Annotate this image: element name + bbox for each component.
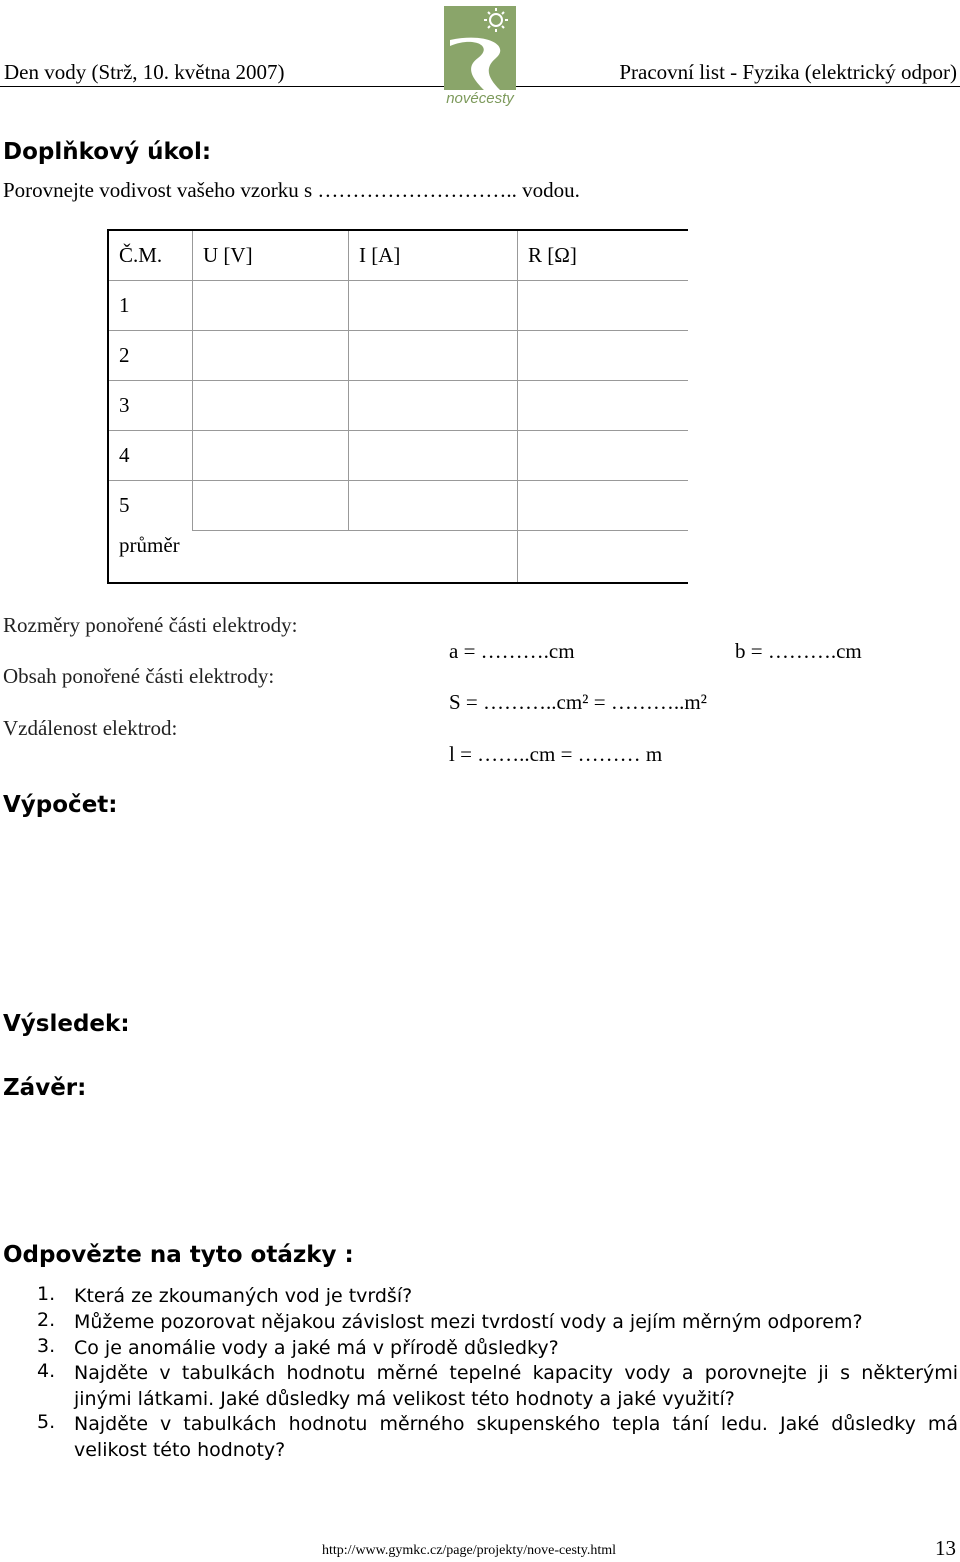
- footer-url-link[interactable]: http://www.gymkc.cz/page/projekty/nove-cesty.html: [322, 1543, 617, 1558]
- nove-cesty-logo: [444, 6, 516, 110]
- table-cell: [349, 331, 518, 381]
- table-row: [108, 331, 688, 381]
- question-text: Najděte v tabulkách hodnotu měrné tepelné kapacity vody a porovnejte ji s některými jinými látkami. Jaké důsledky má velikost této hodnoty a jaké využití?: [74, 1362, 958, 1410]
- row-number: 4: [108, 431, 193, 481]
- question-text: Která ze zkoumaných vod je tvrdší?: [74, 1285, 413, 1307]
- result-heading: Výsledek:: [3, 1011, 130, 1037]
- table-cell: [518, 481, 689, 531]
- calculation-heading: Výpočet:: [3, 792, 118, 818]
- row-number: 3: [108, 381, 193, 431]
- header-left-title: Den vody (Strž, 10. května 2007): [4, 60, 285, 84]
- measurement-table: [107, 229, 688, 584]
- page-number: 13: [935, 1536, 956, 1560]
- table-cell: [193, 281, 349, 331]
- value-a: a = ……….cm: [449, 639, 575, 663]
- table-cell: [518, 431, 689, 481]
- question-text: Můžeme pozorovat nějakou závislost mezi tvrdostí vody a jejím měrným odporem?: [74, 1311, 863, 1333]
- table-cell: [193, 381, 349, 431]
- questions-heading: Odpovězte na tyto otázky :: [3, 1242, 354, 1268]
- row-number: 1: [108, 281, 193, 331]
- question-number: 3.: [37, 1335, 56, 1357]
- row-number: 5: [108, 481, 193, 531]
- table-cell: [518, 531, 689, 584]
- table-cell: [349, 381, 518, 431]
- value-area: S = ………..cm² = ………..m²: [449, 690, 707, 714]
- extra-task-heading: Doplňkový úkol:: [3, 139, 212, 165]
- table-cell: [518, 281, 689, 331]
- question-number: 5.: [37, 1411, 56, 1433]
- table-cell: [349, 481, 518, 531]
- table-header-row: [108, 230, 688, 281]
- logo-wordmark: novécesty: [446, 90, 514, 107]
- table-row: [108, 481, 688, 531]
- question-text: Najděte v tabulkách hodnotu měrného skupenského tepla tání ledu. Jaké důsledky má velikost této hodnoty?: [74, 1413, 958, 1461]
- table-cell: [518, 331, 689, 381]
- table-cell: [193, 431, 349, 481]
- table-row: [108, 431, 688, 481]
- question-number: 1.: [37, 1283, 56, 1305]
- label-area: Obsah ponořené části elektrody:: [3, 664, 275, 688]
- question-number: 4.: [37, 1360, 56, 1382]
- table-cell: [518, 381, 689, 431]
- header-right-title: Pracovní list - Fyzika (elektrický odpor): [619, 60, 957, 84]
- value-b: b = ……….cm: [735, 639, 862, 663]
- table-cell: [349, 431, 518, 481]
- table-header-cell: U [V]: [193, 230, 349, 281]
- table-header-cell: R [Ω]: [518, 230, 689, 281]
- label-dimensions: Rozměry ponořené části elektrody:: [3, 613, 298, 637]
- table-cell: [193, 481, 349, 531]
- table-header-cell: Č.M.: [108, 230, 193, 281]
- table-cell: [193, 331, 349, 381]
- row-number: 2: [108, 331, 193, 381]
- conclusion-heading: Závěr:: [3, 1075, 87, 1101]
- question-text: Co je anomálie vody a jaké má v přírodě důsledky?: [74, 1337, 559, 1359]
- table-row-average: [108, 531, 688, 584]
- table-header-cell: I [A]: [349, 230, 518, 281]
- question-number: 2.: [37, 1309, 56, 1331]
- table-row: [108, 381, 688, 431]
- value-distance: l = ……..cm = ……… m: [449, 742, 663, 766]
- table-cell: [349, 281, 518, 331]
- extra-task-text: Porovnejte vodivost vašeho vzorku s ……………………….. vodou.: [3, 178, 580, 202]
- logo-emblem: [444, 6, 516, 90]
- row-average-label: průměr: [108, 531, 518, 584]
- label-distance: Vzdálenost elektrod:: [3, 716, 178, 740]
- table-row: [108, 281, 688, 331]
